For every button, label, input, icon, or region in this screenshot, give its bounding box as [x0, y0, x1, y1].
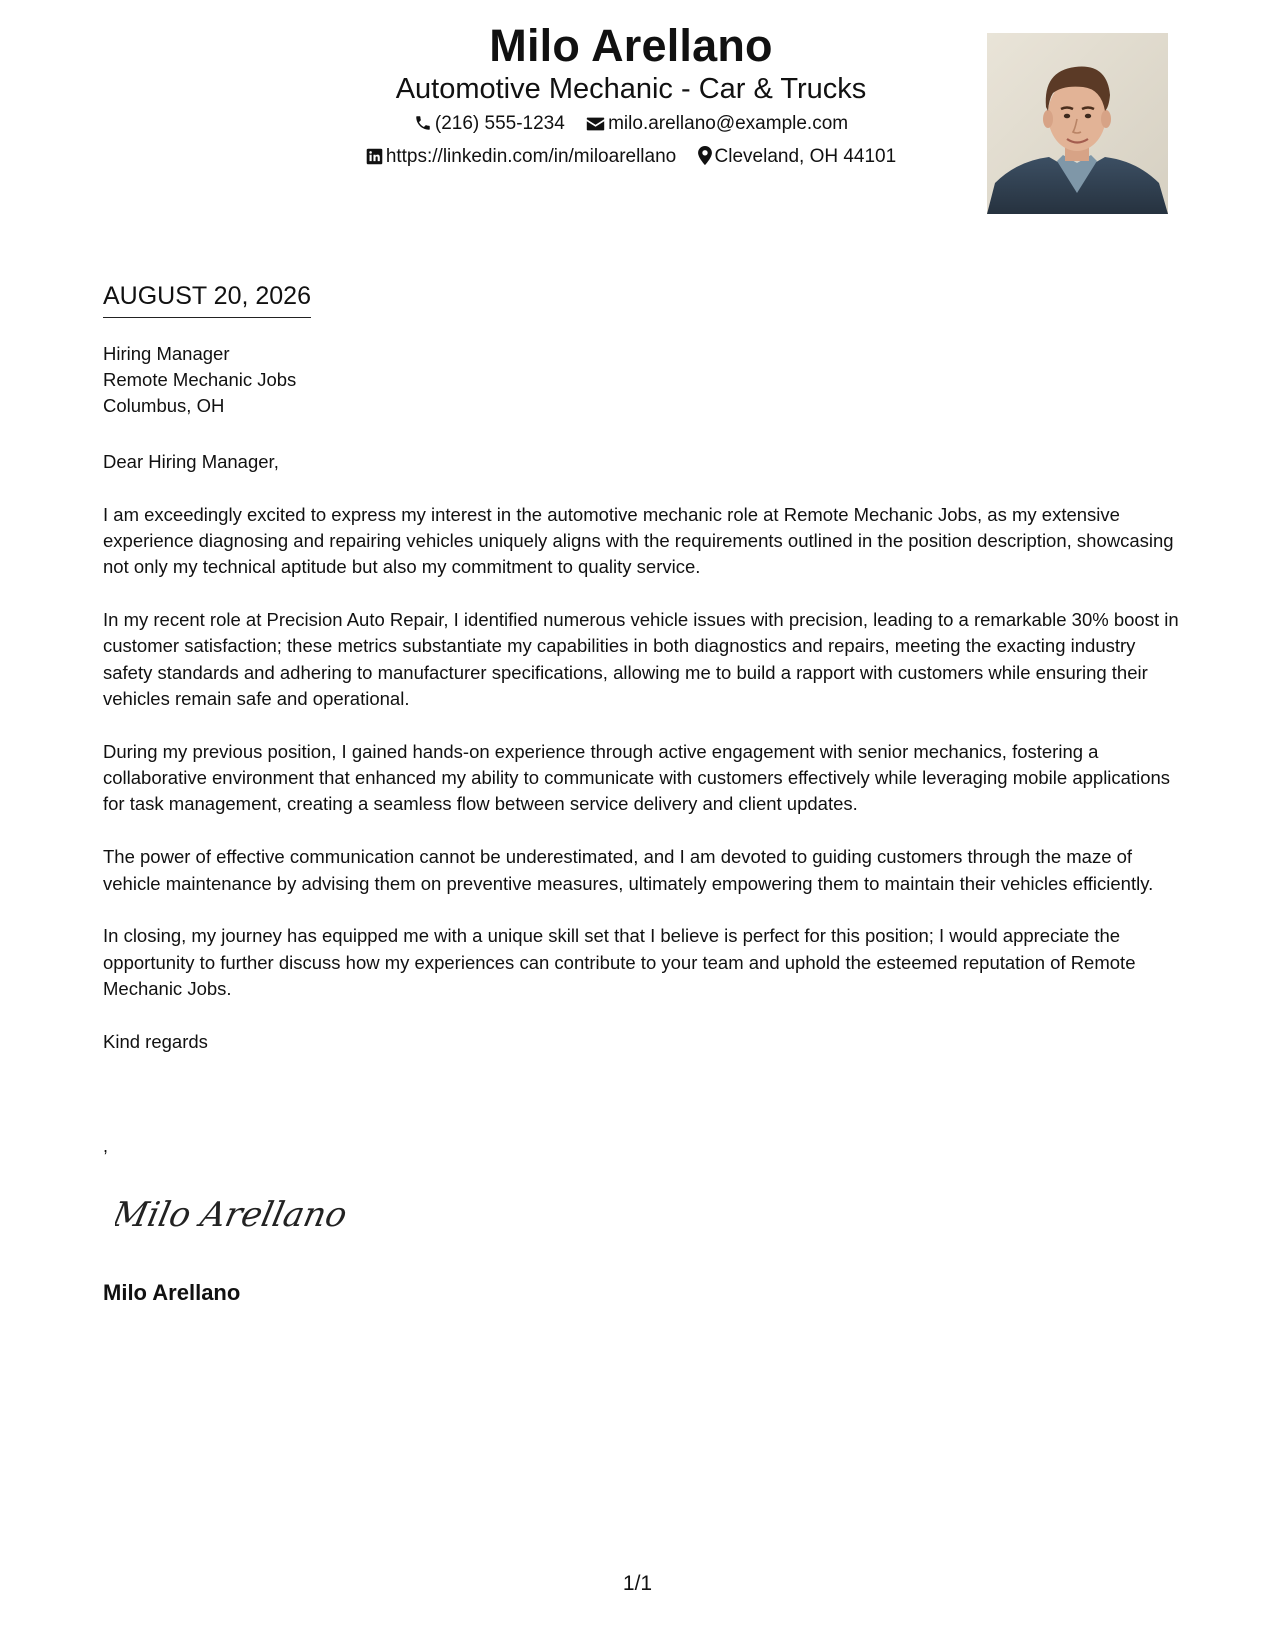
closing: Kind regards — [103, 1030, 208, 1052]
salutation: Dear Hiring Manager, — [103, 451, 279, 472]
contact-email — [586, 111, 848, 137]
location-text: Cleveland, OH 44101 — [714, 146, 897, 167]
contact-location — [698, 144, 897, 170]
page-indicator: 1/1 — [622, 1572, 653, 1595]
closing-comma: , — [103, 1136, 109, 1156]
phone-icon — [414, 114, 432, 132]
contact-linkedin — [366, 144, 676, 170]
body-paragraph: During my previous position, I gained hands-on experience through active engagement with senior mechanics, fostering a collaborative environment that enhanced my ability to communicate with customers effectively while leveraging mobile applications for task management, creating a seamless flow between service delivery and client updates. — [103, 740, 1171, 815]
profile-photo — [987, 33, 1168, 214]
recipient-company: Remote Mechanic Jobs — [103, 369, 297, 390]
recipient-block — [103, 341, 296, 419]
map-pin-icon — [698, 146, 712, 165]
applicant-name: Milo Arellano — [489, 20, 773, 71]
handwritten-signature — [115, 1188, 355, 1243]
body-paragraph: I am exceedingly excited to express my interest in the automotive mechanic role at Remote Mechanic Jobs, as my extensive experience diagnosing and repairing vehicles uniquely aligns with the requirements outlined in the position description, showcasing not only my technical aptitude but also my commitment to quality service. — [103, 503, 1174, 578]
letter-date: AUGUST 20, 2026 — [103, 280, 311, 318]
contact-phone — [414, 111, 565, 137]
phone-text: (216) 555-1234 — [434, 113, 565, 134]
recipient-location: Columbus, OH — [103, 395, 225, 416]
email-text: milo.arellano@example.com — [608, 113, 849, 134]
linkedin-icon — [366, 148, 383, 165]
body-paragraph: The power of effective communication cannot be underestimated, and I am devoted to guiding customers through the maze of vehicle maintenance by advising them on preventive measures, ultimately empowering them to maintain their vehicles efficiently. — [103, 846, 1154, 894]
body-paragraph: In my recent role at Precision Auto Repair, I identified numerous vehicle issues with precision, leading to a remarkable 30% boost in customer satisfaction; these metrics substantiate my capabilities in both diagnostics and repairs, meeting the exacting industry safety standards and adhering to manufacturer specifications, allowing me to build a rapport with customers while ensuring their vehicles remain safe and operational. — [103, 609, 1179, 710]
letter-body — [103, 449, 1183, 1082]
envelope-icon — [586, 116, 605, 132]
linkedin-text: https://linkedin.com/in/miloarellano — [385, 146, 677, 167]
svg-text:Milo Arellano: Milo Arellano — [115, 1195, 351, 1235]
body-paragraph: In closing, my journey has equipped me with a unique skill set that I believe is perfect for this position; I would appreciate the opportunity to further discuss how my experiences can contribute to your team and uphold the esteemed reputation of Remote Mechanic Jobs. — [103, 925, 1136, 999]
signer-name: Milo Arellano — [103, 1280, 241, 1305]
recipient-name: Hiring Manager — [103, 343, 230, 364]
applicant-title: Automotive Mechanic - Car & Trucks — [395, 73, 867, 105]
